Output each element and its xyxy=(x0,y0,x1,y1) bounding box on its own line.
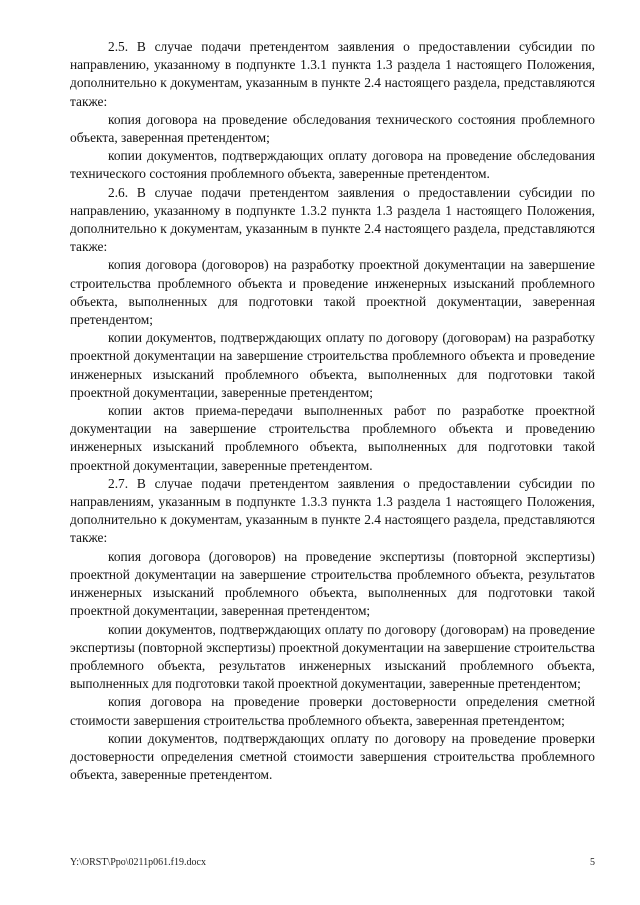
paragraph-2-5-item-2: копии документов, подтверждающих оплату договора на проведение обследования технического состояния проблемного объекта, заверенные претендентом. xyxy=(70,148,595,182)
paragraph-2-6-item-3: копии актов приема-передачи выполненных работ по разработке проектной документации на завершение строительства проблемного объекта и проведению инженерных изысканий проблемного объекта, выполненных для подготовки такой проектной документации, заверенные претендентом. xyxy=(70,403,595,473)
paragraph-2-7-item-4: копии документов, подтверждающих оплату по договору на проведение проверки достоверности определения сметной стоимости завершения строительства проблемного объекта, заверенные претендентом. xyxy=(70,730,595,783)
paragraph-2-6-item-2: копии документов, подтверждающих оплату по договору (договорам) на разработку проектной документации на завершение строительства проблемного объекта и проведение инженерных изысканий проблемного объекта, выполненных для подготовки такой проектной документации, заверенные претендентом; xyxy=(70,330,595,400)
paragraph-2-7-item-3: копия договора на проведение проверки достоверности определения сметной стоимости завершения строительства проблемного объекта, заверенная претендентом; xyxy=(70,694,595,728)
paragraph-2-6-intro: 2.6. В случае подачи претендентом заявления о предоставлении субсидии по направлению, указанному в подпункте 1.3.2 пункта 1.3 раздела 1 настоящего Положения, дополнительно к документам, указанным в пункте 2.4 настоящего раздела, представляются также: xyxy=(70,184,595,255)
paragraph-2-6-item-1: копия договора (договоров) на разработку проектной документации на завершение строительства проблемного объекта и проведение инженерных изысканий проблемного объекта, выполненных для подготовки такой проектной документации, заверенная претендентом; xyxy=(70,257,595,328)
paragraph-2-5-item-1: копия договора на проведение обследования технического состояния проблемного объекта, заверенная претендентом; xyxy=(70,111,595,146)
paragraph-2-7-item-1: копия договора (договоров) на проведение экспертизы (повторной экспертизы) проектной документации на завершение строительства проблемного объекта, результатов инженерных изысканий проблемного объекта, выполненных для подготовки такой проектной документации, заверенная претендентом; xyxy=(70,548,595,619)
paragraph-2-5-intro: 2.5. В случае подачи претендентом заявления о предоставлении субсидии по направлению, указанному в подпункте 1.3.1 пункта 1.3 раздела 1 настоящего Положения, дополнительно к документам, указанным в пункте 2.4 настоящего раздела, представляются также: xyxy=(70,39,595,109)
paragraph-2-7-item-2: копии документов, подтверждающих оплату по договору (договорам) на проведение экспертизы (повторной экспертизы) проектной документации на завершение строительства проблемного объекта, результатов инженерных изысканий проблемного объекта, выполненных для подготовки такой проектной документации, заверенные претендентом; xyxy=(70,621,595,692)
page-number: 5 xyxy=(590,857,595,868)
file-path: Y:\ORST\Ppo\0211p061.f19.docx xyxy=(70,857,206,868)
page-footer xyxy=(70,857,595,868)
document-body xyxy=(70,38,595,784)
paragraph-2-7-intro: 2.7. В случае подачи претендентом заявления о предоставлении субсидии по направлениям, указанным в подпункте 1.3.3 пункта 1.3 раздела 1 настоящего Положения, дополнительно к документам, указанным в пункте 2.4 настоящего раздела, представляются также: xyxy=(70,475,595,546)
